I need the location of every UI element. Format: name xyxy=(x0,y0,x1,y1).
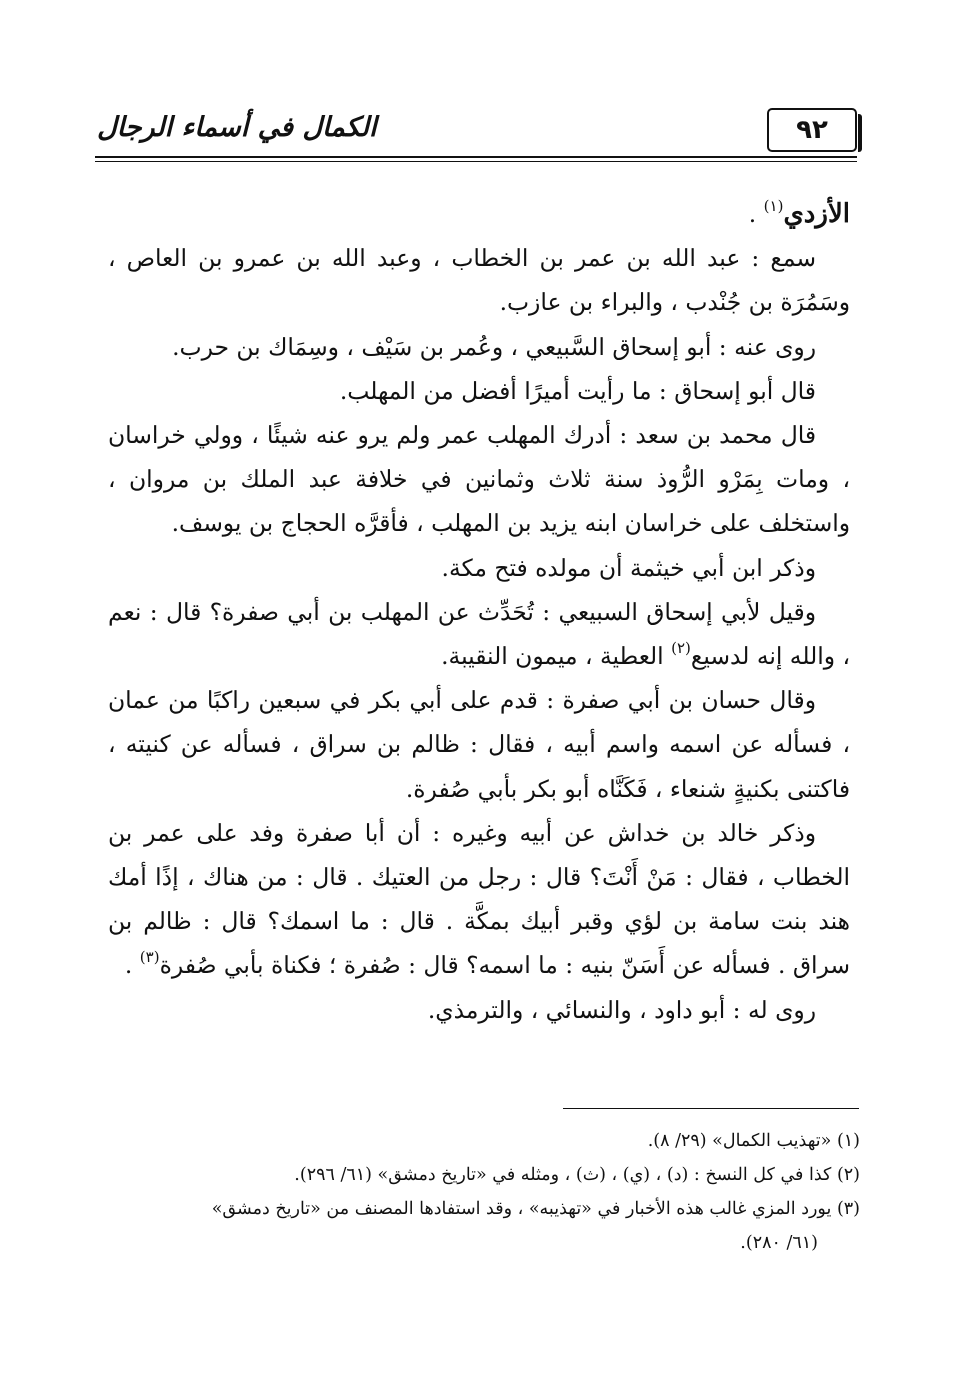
paragraph-hassan: وقال حسان بن أبي صفرة : قدم على أبي بكر في سبعين راكبًا من عمان ، فسأله عن اسمه واسم أبيه ، فقال : ظالم بن سراق ، فسأله عن كنيته ، فاكتنى بكنيةٍ شنعاء ، فَكَنَّاه أبو بكر بأبي صُفرة. xyxy=(108,686,850,803)
paragraph-ibn-abi-khaythama: وذكر ابن أبي خيثمة أن مولده فتح مكة. xyxy=(441,553,816,582)
paragraph-khalid-text: وذكر خالد بن خداش عن أبيه وغيره : أن أبا صفرة وفد على عمر بن الخطاب ، فقال : مَنْ أَنْتَ؟ قال : رجل من العتيك . قال : من هناك ، إذًا أمك هند بنت سامة بن لؤي وقبر أبيك بمكَّة . قال : ما اسمك؟ قال : ظالم بن سراق . فسأله عن أَسَنّ بنيه : ما اسمه؟ قال : صُفرة ؛ فكناة بأبي صُفرة xyxy=(108,818,850,980)
footnote-2-number: (٢) xyxy=(836,1165,860,1185)
paragraph-khalid-end: . xyxy=(124,951,140,980)
header-rule xyxy=(95,156,857,158)
footnote-3-number: (٣) xyxy=(836,1199,860,1219)
book-title: الكمال في أسماء الرجال xyxy=(97,112,377,143)
paragraph-khalid xyxy=(108,811,850,988)
footnotes xyxy=(108,1124,860,1260)
paragraph-sabii-end: العطية ، ميمون النقيبة. xyxy=(441,642,672,671)
entry-lead xyxy=(108,192,850,236)
main-text xyxy=(108,192,850,1032)
footnote-3 xyxy=(108,1192,860,1226)
paragraph-narrators: روى له : أبو داود ، والنسائي ، والترمذي. xyxy=(427,995,816,1024)
footnote-1-number: (١) xyxy=(836,1131,860,1151)
paragraph-teachers: سمع : عبد الله بن عمر بن الخطاب ، وعبد الله بن عمرو بن العاص ، وسَمُرَة بن جُنْدب ، والبراء بن عازب. xyxy=(108,244,850,317)
paragraph-ibn-sad: قال محمد بن سعد : أدرك المهلب عمر ولم يرو عنه شيئًا ، وولي خراسان ، ومات بِمَرْو الرُّوذ سنة ثلاث وثمانين في خلافة عبد الملك بن مروان ، واستخلف على خراسان ابنه يزيد بن المهلب ، فأقرَّه الحجاج بن يوسف. xyxy=(108,421,850,538)
page-header xyxy=(95,100,857,164)
header-rule-thin xyxy=(95,161,857,162)
page-number: ٩٢ xyxy=(767,108,857,152)
paragraph-sabii-text: وقيل لأبي إسحاق السبيعي : تُحَدِّث عن المهلب بن أبي صفرة؟ قال : نعم ، والله إنه لدسيع xyxy=(108,597,850,671)
footnote-1-text: «تهذيب الكمال» (٢٩/ ٨). xyxy=(647,1131,832,1151)
paragraph-students: روى عنه : أبو إسحاق السَّبيعي ، وعُمر بن سَيْف ، وسِمَاك بن حرب. xyxy=(172,332,816,361)
paragraph-abu-ishaq: قال أبو إسحاق : ما رأيت أميرًا أفضل من المهلب. xyxy=(339,376,816,405)
footnote-ref-2: (٢) xyxy=(671,639,691,658)
footnote-3-continuation: (٦١/ ٢٨٠). xyxy=(740,1233,818,1253)
lead-word: الأزدي xyxy=(783,199,850,229)
paragraph-sabii xyxy=(108,590,850,678)
lead-end: . xyxy=(748,200,764,228)
footnote-separator xyxy=(563,1108,859,1109)
footnote-3-text: يورد المزي غالب هذه الأخبار في «تهذيبه» ، وقد استفادها المصنف من «تاريخ دمشق» xyxy=(211,1199,832,1219)
footnote-ref-1: (١) xyxy=(763,197,784,215)
footnote-2-text: كذا في كل النسخ : (د) ، (ي) ، (ث) ، ومثله في «تاريخ دمشق» (٦١/ ٢٩٦). xyxy=(294,1165,832,1185)
footnote-ref-3: (٣) xyxy=(139,948,160,967)
footnote-2 xyxy=(108,1158,860,1192)
footnote-1 xyxy=(108,1124,860,1158)
